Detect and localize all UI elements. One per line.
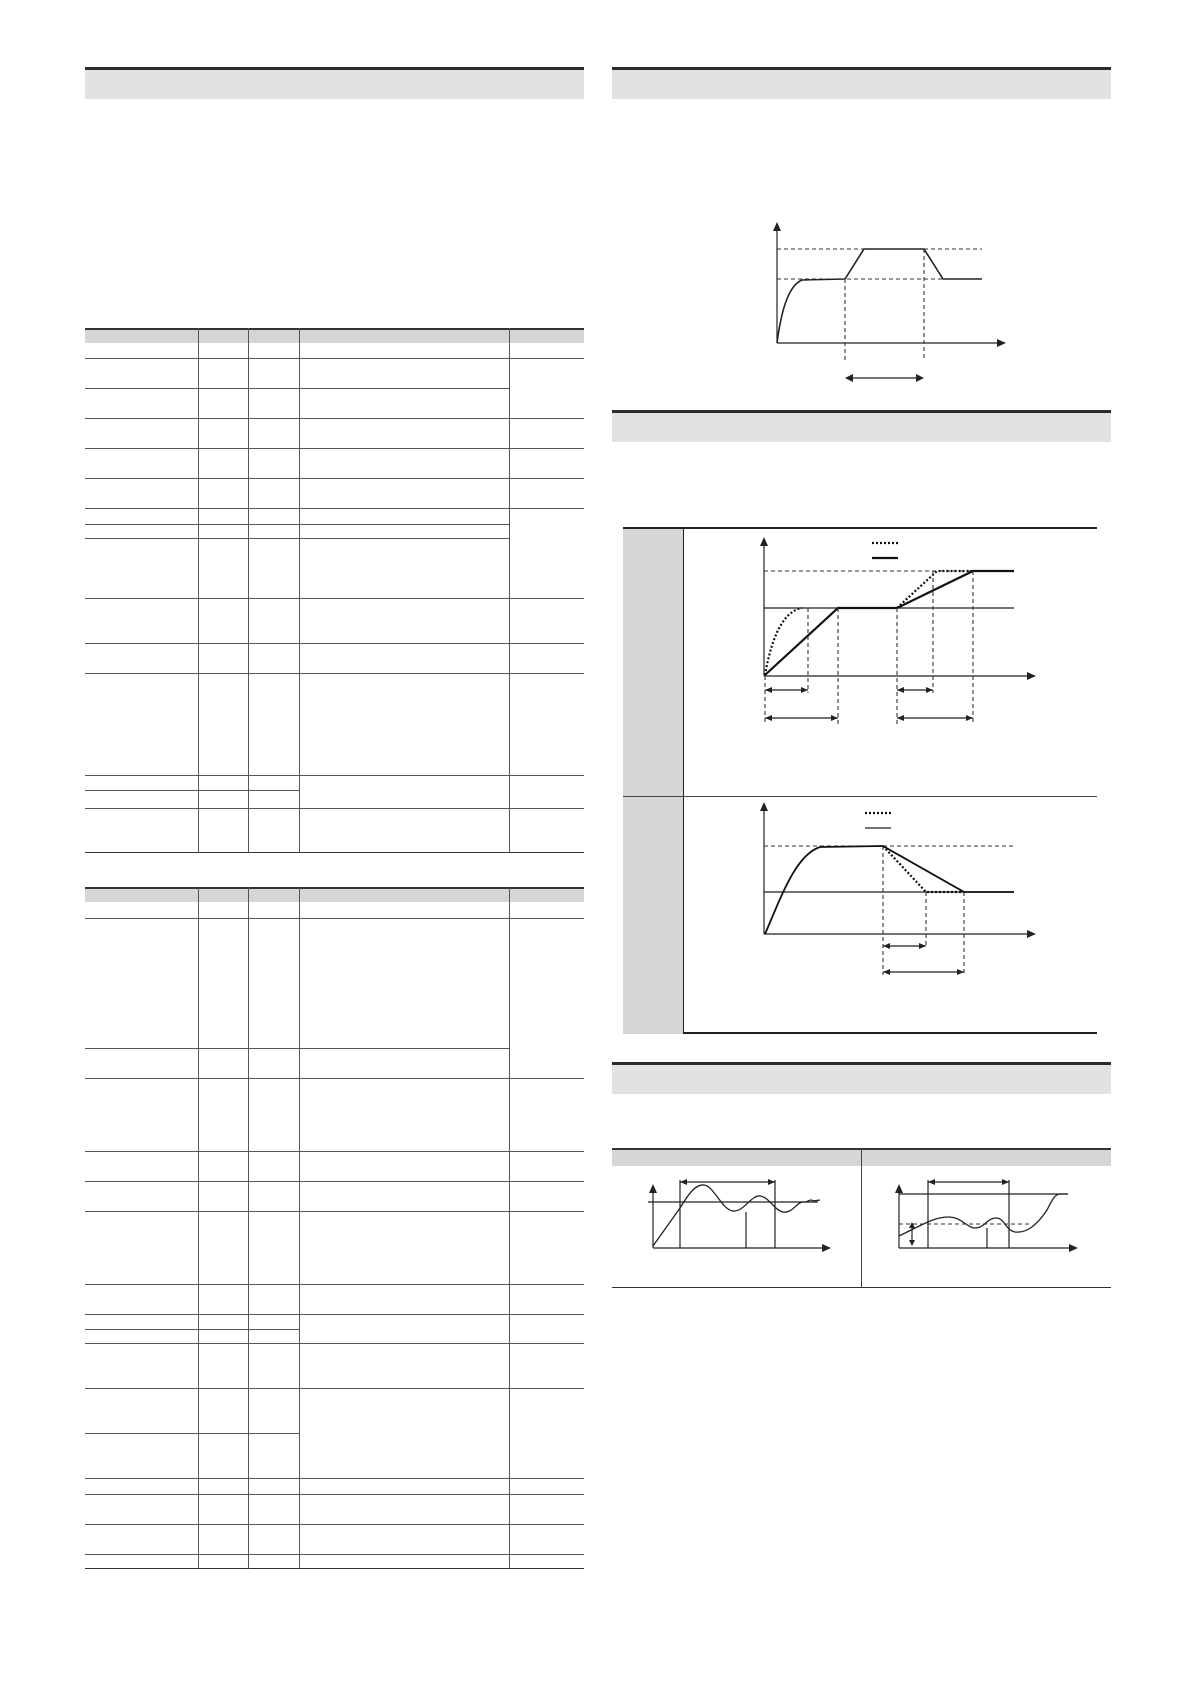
table-row: [85, 358, 584, 359]
table-row: [85, 388, 509, 389]
table-row: [85, 598, 584, 599]
table-row: [85, 1388, 584, 1389]
oscillation-waveform: [640, 1170, 840, 1252]
table-row: [85, 808, 584, 809]
table-row: [85, 918, 584, 919]
ramp-down-label-cell: [623, 797, 683, 1034]
table-row: [85, 1478, 584, 1479]
table-row: [85, 1181, 584, 1182]
ramp-up-label-cell: [623, 529, 683, 796]
parameter-table-1: [85, 328, 584, 853]
slow-response-waveform: [892, 1170, 1092, 1252]
table-row: [85, 1554, 584, 1555]
ramp-up-diagram: [760, 535, 1040, 735]
setpoint-ramp-diagram: [760, 220, 1020, 390]
table-row: [85, 1048, 509, 1049]
table-row: [85, 538, 509, 539]
table-row: [85, 1211, 584, 1212]
table-row: [85, 508, 584, 509]
right-section-header-bar-3: [612, 1062, 1111, 1094]
table-row: [85, 1284, 584, 1285]
ramp-down-diagram: [760, 800, 1040, 980]
table-row: [85, 418, 584, 419]
table-row: [85, 448, 584, 449]
parameter-table-2: [85, 887, 584, 1569]
table-row: [85, 478, 584, 479]
table-row: [85, 673, 584, 674]
table-row: [85, 1494, 584, 1495]
table-row: [85, 1078, 584, 1079]
table-row: [85, 790, 299, 791]
table-row: [85, 643, 584, 644]
table-row: [85, 1433, 299, 1434]
table-row: [85, 1314, 584, 1315]
table-row: [85, 524, 509, 525]
right-section-header-bar-1: [612, 67, 1111, 99]
right-section-header-bar-2: [612, 410, 1111, 442]
table-row: [85, 1329, 299, 1330]
table-row: [85, 775, 584, 776]
table-row: [85, 1343, 584, 1344]
table-row: [85, 1151, 584, 1152]
left-section-header-bar: [85, 67, 584, 99]
table-row: [85, 1524, 584, 1525]
